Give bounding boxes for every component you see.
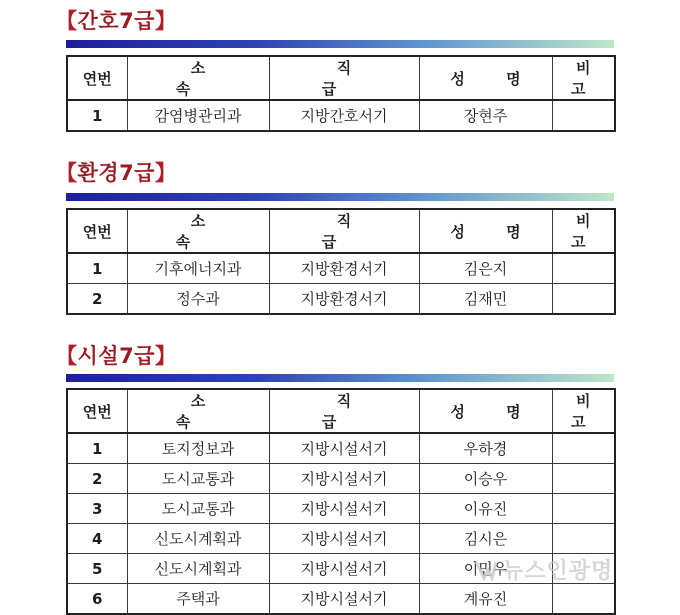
cell-note bbox=[552, 524, 615, 554]
staff-table bbox=[66, 208, 616, 315]
cell-name: 이승우 bbox=[419, 464, 552, 494]
section-title: 【시설7급】 bbox=[56, 344, 177, 368]
table-row bbox=[67, 584, 615, 615]
cell-name: 김재민 bbox=[419, 284, 552, 315]
table-row bbox=[67, 464, 615, 494]
cell-rank: 지방시설서기 bbox=[269, 524, 419, 554]
cell-note bbox=[552, 433, 615, 464]
cell-rank: 지방간호서기 bbox=[269, 100, 419, 131]
cell-rank: 지방시설서기 bbox=[269, 584, 419, 615]
section-divider-bar bbox=[66, 40, 614, 48]
cell-note bbox=[552, 584, 615, 615]
cell-no: 3 bbox=[67, 494, 127, 524]
section-title: 【환경7급】 bbox=[56, 161, 177, 185]
cell-note bbox=[552, 253, 615, 284]
table-row bbox=[67, 100, 615, 131]
cell-name: 김은지 bbox=[419, 253, 552, 284]
section-title-text: 간호7급 bbox=[77, 9, 155, 33]
header-dept: 소 속 bbox=[127, 56, 269, 100]
cell-name: 계유진 bbox=[419, 584, 552, 615]
cell-no: 6 bbox=[67, 584, 127, 615]
header-no: 연번 bbox=[67, 389, 127, 433]
section-title: 【간호7급】 bbox=[56, 9, 177, 33]
cell-name: 김시은 bbox=[419, 524, 552, 554]
cell-no: 4 bbox=[67, 524, 127, 554]
section-title-text: 환경7급 bbox=[77, 161, 155, 185]
cell-rank: 지방시설서기 bbox=[269, 554, 419, 584]
watermark-logo-icon bbox=[474, 558, 498, 582]
watermark-text: 뉴스인광명 bbox=[502, 559, 614, 584]
cell-dept: 감염병관리과 bbox=[127, 100, 269, 131]
cell-dept: 도시교통과 bbox=[127, 464, 269, 494]
table-row bbox=[67, 524, 615, 554]
table-header-row bbox=[67, 389, 615, 433]
header-no: 연번 bbox=[67, 209, 127, 253]
cell-name: 우하경 bbox=[419, 433, 552, 464]
header-note: 비 고 bbox=[552, 389, 615, 433]
cell-no: 1 bbox=[67, 100, 127, 131]
table-row bbox=[67, 253, 615, 284]
cell-name: 이유진 bbox=[419, 494, 552, 524]
cell-dept: 기후에너지과 bbox=[127, 253, 269, 284]
cell-dept: 토지정보과 bbox=[127, 433, 269, 464]
cell-rank: 지방시설서기 bbox=[269, 494, 419, 524]
cell-dept: 도시교통과 bbox=[127, 494, 269, 524]
header-name: 성 명 bbox=[419, 389, 552, 433]
header-rank: 직 급 bbox=[269, 389, 419, 433]
header-rank: 직 급 bbox=[269, 56, 419, 100]
cell-dept: 신도시계획과 bbox=[127, 554, 269, 584]
cell-note bbox=[552, 494, 615, 524]
header-note: 비 고 bbox=[552, 56, 615, 100]
cell-dept: 주택과 bbox=[127, 584, 269, 615]
section-title-text: 시설7급 bbox=[77, 344, 155, 368]
cell-rank: 지방환경서기 bbox=[269, 284, 419, 315]
cell-rank: 지방시설서기 bbox=[269, 464, 419, 494]
cell-note bbox=[552, 284, 615, 315]
header-name: 성 명 bbox=[419, 56, 552, 100]
header-rank: 직 급 bbox=[269, 209, 419, 253]
table-header-row bbox=[67, 209, 615, 253]
section-divider-bar bbox=[66, 193, 614, 201]
cell-no: 2 bbox=[67, 464, 127, 494]
cell-dept: 정수과 bbox=[127, 284, 269, 315]
cell-no: 1 bbox=[67, 433, 127, 464]
cell-rank: 지방환경서기 bbox=[269, 253, 419, 284]
cell-name: 장현주 bbox=[419, 100, 552, 131]
header-dept: 소 속 bbox=[127, 209, 269, 253]
header-note: 비 고 bbox=[552, 209, 615, 253]
header-dept: 소 속 bbox=[127, 389, 269, 433]
header-no: 연번 bbox=[67, 56, 127, 100]
cell-note bbox=[552, 100, 615, 131]
cell-dept: 신도시계획과 bbox=[127, 524, 269, 554]
cell-no: 1 bbox=[67, 253, 127, 284]
cell-note bbox=[552, 464, 615, 494]
watermark bbox=[474, 554, 613, 585]
cell-no: 5 bbox=[67, 554, 127, 584]
header-name: 성 명 bbox=[419, 209, 552, 253]
staff-table bbox=[66, 55, 616, 132]
cell-rank: 지방시설서기 bbox=[269, 433, 419, 464]
section-divider-bar bbox=[66, 374, 614, 382]
cell-no: 2 bbox=[67, 284, 127, 315]
table-row bbox=[67, 284, 615, 315]
table-header-row bbox=[67, 56, 615, 100]
table-row bbox=[67, 433, 615, 464]
cell-name: 이민우 bbox=[419, 554, 552, 584]
table-row bbox=[67, 494, 615, 524]
